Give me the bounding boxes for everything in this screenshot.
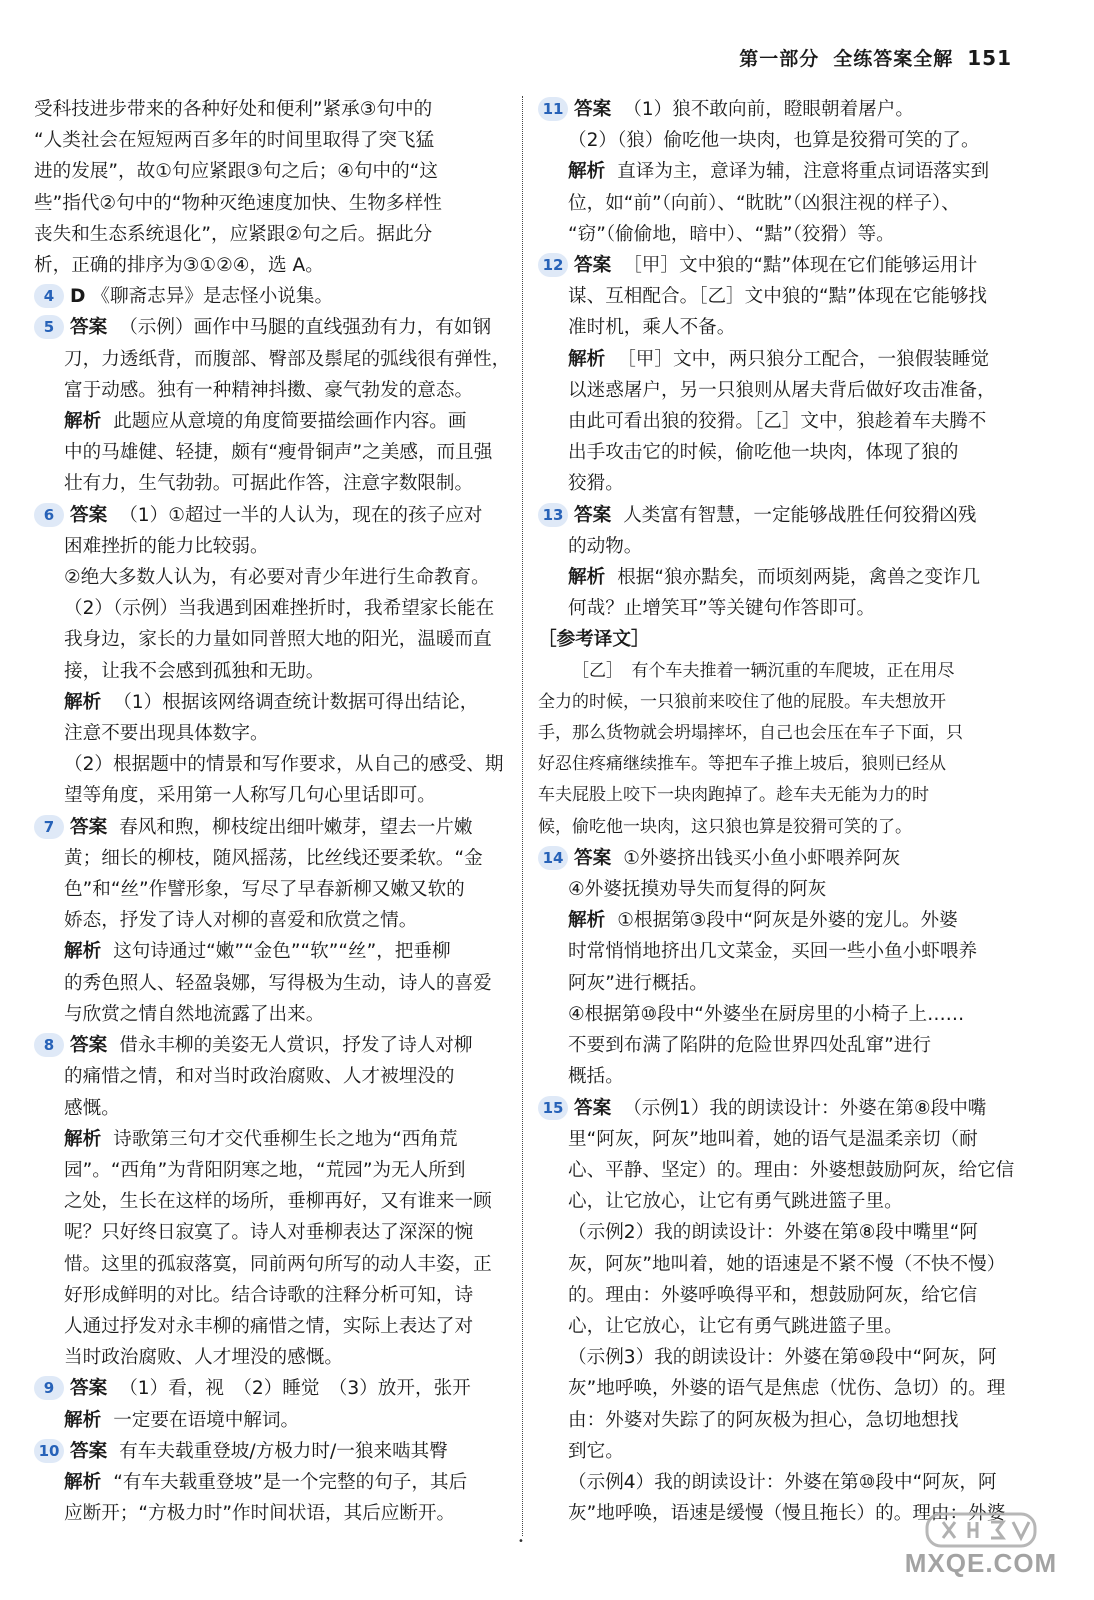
text-line: 丧失和生态系统退化”，应紧跟②句之后。据此分 (34, 223, 433, 245)
column-divider (522, 96, 523, 1536)
text-line: 进的发展”，故①句应紧跟③句之后；④句中的“这 (34, 161, 438, 183)
text-line: 车夫屁股上咬下一块肉跑掉了。趁车夫无能为力的时 (538, 785, 929, 806)
text-line: 我身边，家长的力量如同普照大地的阳光，温暖而直 (64, 629, 492, 651)
analysis-tag: 解析 (568, 910, 606, 932)
question-number-badge: 12 (538, 253, 568, 277)
text-line: （1）①超过一半的人认为，现在的孩子应对 (119, 504, 483, 526)
text-line: 望等角度，采用第一人称写几句心里话即可。 (64, 785, 436, 807)
text-line: 一定要在语境中解词。 (113, 1409, 300, 1431)
text-line: “人类社会在短短两百多年的时间里取得了突飞猛 (34, 130, 435, 152)
text-line: 析，正确的排序为③①②④，选 A。 (34, 255, 324, 277)
answer-tag: 答案 (574, 847, 612, 869)
text-line: “有车夫载重登坡”是一个完整的句子，其后 (113, 1471, 468, 1493)
question-6 (34, 500, 512, 812)
text-line: 全力的时候，一只狼前来咬住了他的屁股。车夫想放开 (538, 691, 946, 712)
question-13 (538, 500, 1016, 625)
page-dot: • (518, 1536, 524, 1547)
text-line: ②绝大多数人认为，有必要对青少年进行生命教育。 (64, 567, 490, 589)
watermark-text: MXQE.COM (904, 1548, 1058, 1578)
answer-tag: 答案 (70, 816, 108, 838)
text-line: 狡猾。 (568, 473, 624, 495)
answer-text: 《聊斋志异》是志怪小说集。 (91, 286, 334, 308)
text-line: 灰”地呼唤，语速是缓慢（慢且拖长）的。理由：外婆 (568, 1503, 1006, 1525)
text-line: 感慨。 (64, 1097, 120, 1119)
text-line: （示例4）我的朗读设计：外婆在第⑩段中“阿灰，阿 (568, 1471, 997, 1493)
text-line: 谋、互相配合。［乙］文中狼的“黠”体现在它能够找 (568, 286, 988, 308)
text-line: 的秀色照人、轻盈袅娜，写得极为生动，诗人的喜爱 (64, 972, 492, 994)
text-line: 困难挫折的能力比较弱。 (64, 535, 269, 557)
text-line: 中的马雄健、轻捷，颇有“瘦骨铜声”之美感，而且强 (64, 442, 493, 464)
question-number-badge: 11 (538, 97, 568, 121)
answer-tag: 答案 (574, 99, 612, 120)
text-line: 直译为主，意译为辅，注意将重点词语落实到 (617, 161, 990, 183)
text-line: 好忍住疼痛继续推车。等把车子推上坡后，狼则已经从 (538, 754, 946, 775)
text-line: （2）（示例）当我遇到困难挫折时，我希望家长能在 (64, 598, 495, 620)
watermark (886, 1508, 1076, 1586)
text-line: 当时政治腐败、人才埋没的感慨。 (64, 1347, 343, 1369)
text-line: 此题应从意境的角度简要描绘画作内容。画 (113, 411, 467, 433)
question-number-badge: 10 (34, 1439, 64, 1463)
text-line: 里“阿灰，阿灰”地叫着，她的语气是温柔亲切（耐 (568, 1128, 978, 1150)
intro-block (34, 94, 512, 281)
reference-translation (538, 624, 1016, 842)
translation-title: ［参考译文］ (538, 629, 650, 651)
text-line: 与欣赏之情自然地流露了出来。 (64, 1003, 325, 1025)
question-number-badge: 9 (34, 1376, 64, 1400)
answer-tag: 答案 (70, 504, 108, 526)
text-line: 春风和煦，柳枝绽出细叶嫩芽，望去一片嫩 (119, 816, 473, 838)
text-line: 人通过抒发对永丰柳的痛惜之情，实际上表达了对 (64, 1315, 474, 1337)
analysis-tag: 解析 (64, 1409, 102, 1431)
text-line: 诗歌第三句才交代垂柳生长之地为“西角荒 (113, 1128, 458, 1150)
text-line: 不要到布满了陷阱的危险世界四处乱窜”进行 (568, 1035, 931, 1057)
analysis-tag: 解析 (64, 1471, 102, 1493)
text-line: ①根据第③段中“阿灰是外婆的宠儿。外婆 (617, 910, 958, 932)
text-line: “窃”（偷偷地，暗中）、“黠”（狡猾）等。 (568, 223, 895, 245)
question-14 (538, 843, 1016, 1093)
question-15 (538, 1093, 1016, 1530)
text-line: 心，让它放心，让它有勇气跳进篮子里。 (568, 1315, 903, 1337)
answer-tag: 答案 (574, 504, 612, 526)
header-title: 全练答案全解 (833, 48, 954, 70)
analysis-tag: 解析 (64, 941, 102, 963)
question-number-badge: 8 (34, 1033, 64, 1057)
text-line: （示例）画作中马腿的直线强劲有力，有如钢 (119, 317, 492, 339)
answer-tag: 答案 (574, 1097, 612, 1119)
text-line: 娇态，抒发了诗人对柳的喜爱和欣赏之情。 (64, 910, 418, 932)
answer-tag: 答案 (70, 317, 108, 339)
question-number-badge: 4 (34, 284, 64, 308)
text-line: （1）根据该网络调查统计数据可得出结论， (113, 691, 479, 713)
text-line: 以迷惑屠户，另一只狼则从屠夫背后做好攻击准备， (568, 379, 996, 401)
question-number-badge: 7 (34, 815, 64, 839)
text-line: 的动物。 (568, 535, 643, 557)
text-line: 到它。 (568, 1440, 624, 1462)
question-number-badge: 15 (538, 1096, 568, 1120)
text-line: 阿灰”进行概括。 (568, 972, 708, 994)
page-number: 151 (967, 46, 1012, 70)
answer-tag: 答案 (574, 255, 612, 277)
text-line: 应断开；“方极力时”作时间状语，其后应断开。 (64, 1503, 456, 1525)
analysis-tag: 解析 (568, 348, 606, 370)
text-line: 出手攻击它的时候，偷吃他一块肉，体现了狼的 (568, 442, 959, 464)
answer-tag: 答案 (70, 1440, 108, 1462)
text-line: 灰，阿灰”地叫着，她的语速是不紧不慢（不快不慢） (568, 1253, 1006, 1275)
text-line: ①外婆挤出钱买小鱼小虾喂养阿灰 (623, 847, 901, 869)
analysis-tag: 解析 (568, 161, 606, 183)
text-line: ④外婆抚摸劝导失而复得的阿灰 (568, 879, 827, 901)
text-line: 接，让我不会感到孤独和无助。 (64, 660, 325, 682)
analysis-tag: 解析 (64, 1128, 102, 1150)
answer-tag: 答案 (70, 1035, 108, 1057)
text-line: 人类富有智慧，一定能够战胜任何狡猾凶残 (623, 504, 977, 526)
question-9 (34, 1373, 512, 1435)
question-11 (538, 94, 1016, 250)
text-line: （2）（狼）偷吃他一块肉，也算是狡猾可笑的了。 (568, 130, 980, 152)
text-line: 刀，力透纸背，而腹部、臀部及鬃尾的弧线很有弹性， (64, 348, 511, 370)
question-5 (34, 312, 512, 499)
text-line: ［乙］ 有个车夫推着一辆沉重的车爬坡，正在用尽 (572, 660, 955, 681)
text-line: 呢？只好终日寂寞了。诗人对垂柳表达了深深的惋 (64, 1222, 474, 1244)
question-10 (34, 1436, 512, 1530)
text-line: ④根据第⑩段中“外婆坐在厨房里的小椅子上…… (568, 1003, 965, 1025)
header-section: 第一部分 (739, 48, 820, 70)
text-line: （2）根据题中的情景和写作要求，从自己的感受、期 (64, 754, 504, 776)
text-line: 何哉？止增笑耳”等关键句作答即可。 (568, 598, 876, 620)
answer-tag: 答案 (70, 1378, 108, 1400)
text-line: 手，那么货物就会坍塌摔坏，自己也会压在车子下面，只 (538, 723, 963, 744)
text-line: 灰”地呼唤，外婆的语气是焦虑（忧伤、急切）的。理 (568, 1378, 1006, 1400)
text-line: （示例3）我的朗读设计：外婆在第⑩段中“阿灰，阿 (568, 1347, 997, 1369)
text-line: 壮有力，生气勃勃。可据此作答，注意字数限制。 (64, 473, 474, 495)
text-line: 注意不要出现具体数字。 (64, 723, 269, 745)
text-line: 这句诗通过“嫩”“金色”“软”“丝”，把垂柳 (113, 941, 451, 963)
text-line: 准时机，乘人不备。 (568, 317, 736, 339)
text-line: ［甲］文中，两只狼分工配合，一狼假装睡觉 (617, 348, 990, 370)
text-line: 位，如“前”（向前）、“眈眈”（凶狠注视的样子）、 (568, 192, 960, 214)
text-line: 概括。 (568, 1066, 624, 1088)
text-line: 由：外婆对失踪了的阿灰极为担心，急切地想找 (568, 1409, 959, 1431)
text-line: 惜。这里的孤寂落寞，同前两句所写的动人丰姿，正 (64, 1253, 492, 1275)
text-line: 的痛惜之情，和对当时政治腐败、人才被埋没的 (64, 1066, 455, 1088)
text-line: 有车夫载重登坡/方极力时/一狼来啮其臀 (119, 1440, 448, 1462)
watermark-logo-icon (921, 1508, 1041, 1552)
text-line: （示例2）我的朗读设计：外婆在第⑧段中嘴里“阿 (568, 1222, 979, 1244)
right-column (538, 94, 1016, 1529)
question-12 (538, 250, 1016, 500)
question-4 (34, 281, 512, 312)
answer-choice: D (70, 286, 86, 308)
text-line: 好形成鲜明的对比。结合诗歌的注释分析可知，诗 (64, 1284, 474, 1306)
question-7 (34, 812, 512, 1030)
text-line: 心，让它放心，让它有勇气跳进篮子里。 (568, 1191, 903, 1213)
question-number-badge: 6 (34, 503, 64, 527)
question-number-badge: 13 (538, 503, 568, 527)
left-column (34, 94, 512, 1529)
text-line: 受科技进步带来的各种好处和便利”紧承③句中的 (34, 99, 433, 120)
question-number-badge: 5 (34, 315, 64, 339)
question-8 (34, 1030, 512, 1373)
text-line: 时常悄悄地挤出几文菜金，买回一些小鱼小虾喂养 (568, 941, 978, 963)
text-line: 富于动感。独有一种精神抖擞、豪气勃发的意态。 (64, 379, 474, 401)
text-line: 的。理由：外婆呼唤得平和，想鼓励阿灰，给它信 (568, 1284, 978, 1306)
text-line: 借永丰柳的美姿无人赏识，抒发了诗人对柳 (119, 1035, 473, 1057)
text-line: 候，偷吃他一块肉，这只狼也算是狡猾可笑的了。 (538, 816, 912, 837)
analysis-tag: 解析 (64, 691, 102, 713)
text-line: 些”指代②句中的“物种灭绝速度加快、生物多样性 (34, 192, 442, 214)
text-line: 根据“狼亦黠矣，而顷刻两毙，禽兽之变诈几 (617, 567, 981, 589)
text-line: 色”和“丝”作譬形象，写尽了早春新柳又嫩又软的 (64, 879, 465, 901)
text-line: 心、平静、坚定）的。理由：外婆想鼓励阿灰，给它信 (568, 1159, 1015, 1181)
text-line: 黄；细长的柳枝，随风摇荡，比丝线还要柔软。“金 (64, 847, 483, 869)
page-header (739, 44, 1012, 71)
text-line: 之处，生长在这样的场所，垂柳再好，又有谁来一顾 (64, 1191, 492, 1213)
text-line: ［甲］文中狼的“黠”体现在它们能够运用计 (623, 255, 978, 277)
question-number-badge: 14 (538, 846, 568, 870)
analysis-tag: 解析 (568, 567, 606, 589)
text-line: 园”。“西角”为背阳阴寒之地，“荒园”为无人所到 (64, 1159, 466, 1181)
text-line: （1）狼不敢向前，瞪眼朝着屠户。 (623, 99, 914, 120)
text-line: （1）看，视 （2）睡觉 （3）放开，张开 (119, 1378, 471, 1400)
analysis-tag: 解析 (64, 411, 102, 433)
text-line: 由此可看出狼的狡猾。［乙］文中，狼趁着车夫腾不 (568, 411, 987, 433)
text-line: （示例1）我的朗读设计：外婆在第⑧段中嘴 (623, 1097, 987, 1119)
